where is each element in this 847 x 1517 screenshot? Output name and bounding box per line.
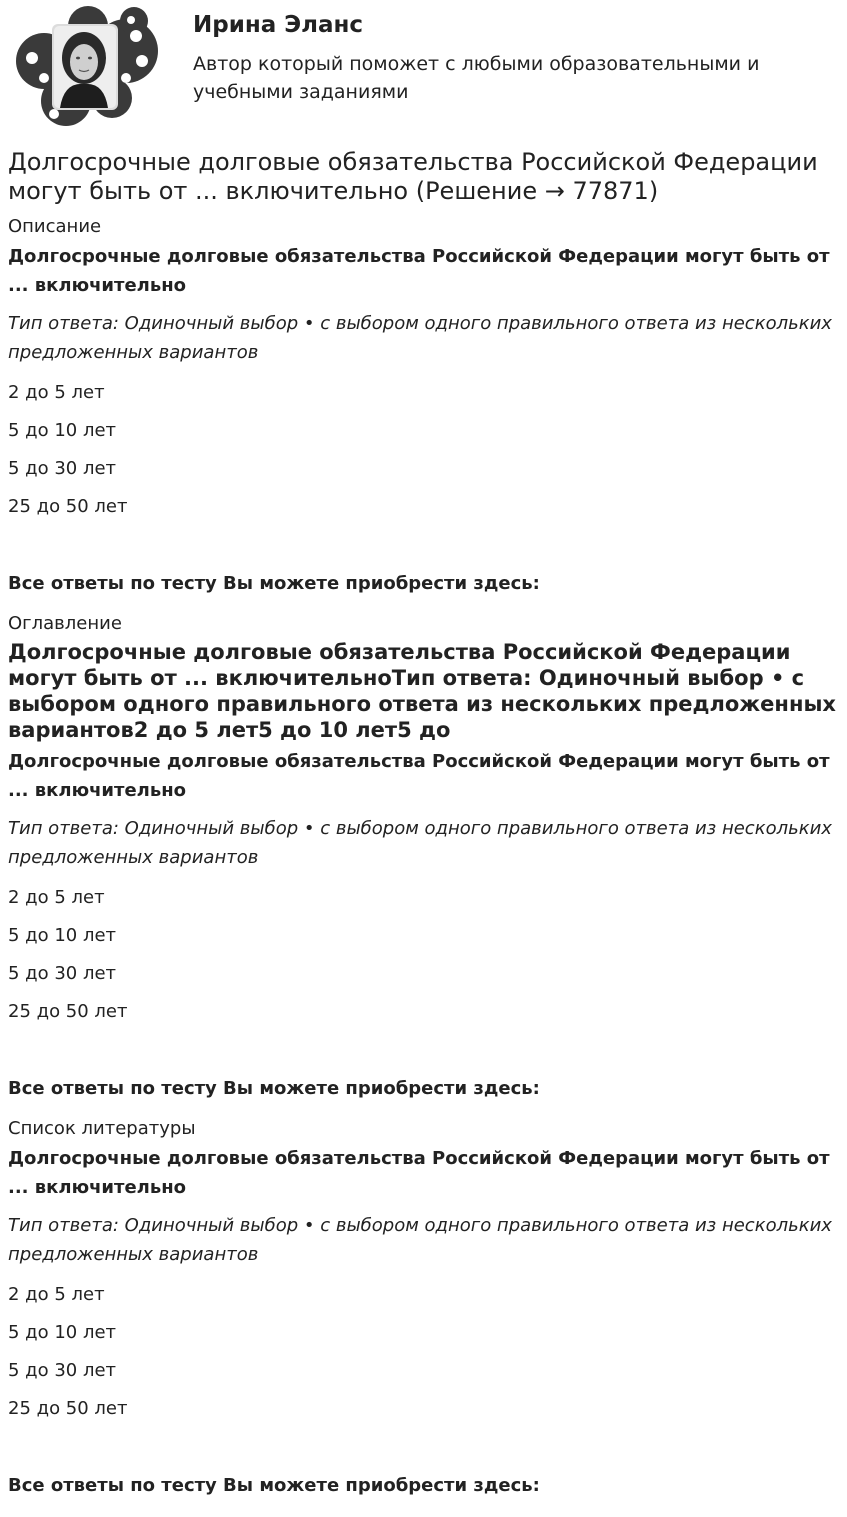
toc-heading: Долгосрочные долговые обязательства Российской Федерации могут быть от ... включительноТип ответа: Одиночный выбор • с выбором одного правильного ответа из нескольких предложенных вариантов2 до 5 лет5 до 10 лет5 до [8,640,836,742]
section-label-literature: Список литературы [8,1118,196,1139]
answer-option: 5 до 10 лет [8,1322,117,1343]
answer-option: 5 до 30 лет [8,963,117,984]
page-title: Долгосрочные долговые обязательства Российской Федерации могут быть от ... включительно (Решение → 77871) [8,148,818,205]
author-block [8,0,839,136]
answer-option: 25 до 50 лет [8,1001,128,1022]
answer-option: 2 до 5 лет [8,887,105,908]
buy-answers-text: Все ответы по тесту Вы можете приобрести здесь: [8,573,540,594]
question-title: Долгосрочные долговые обязательства Российской Федерации могут быть от ... включительно [8,1148,830,1198]
answer-option: 25 до 50 лет [8,496,128,517]
section-label-toc: Оглавление [8,613,122,634]
description-section [8,216,839,595]
answer-option: 5 до 30 лет [8,458,117,479]
answer-option: 2 до 5 лет [8,1284,105,1305]
author-name[interactable]: Ирина Эланс [193,12,364,38]
question-title: Долгосрочные долговые обязательства Российской Федерации могут быть от ... включительно [8,751,830,801]
question-title: Долгосрочные долговые обязательства Российской Федерации могут быть от ... включительно [8,246,830,296]
answer-option: 5 до 10 лет [8,925,117,946]
author-description: Автор который поможет с любыми образовательными и учебными заданиями [193,53,760,103]
author-avatar[interactable] [14,6,160,128]
answer-option: 2 до 5 лет [8,382,105,403]
answer-option: 5 до 10 лет [8,420,117,441]
literature-section [8,1118,839,1497]
section-label-description: Описание [8,216,102,237]
answer-option: 5 до 30 лет [8,1360,117,1381]
answer-type: Тип ответа: Одиночный выбор • с выбором одного правильного ответа из нескольких предложенных вариантов [8,818,832,868]
answer-type: Тип ответа: Одиночный выбор • с выбором одного правильного ответа из нескольких предложенных вариантов [8,313,832,363]
buy-answers-text: Все ответы по тесту Вы можете приобрести здесь: [8,1078,540,1099]
answer-type: Тип ответа: Одиночный выбор • с выбором одного правильного ответа из нескольких предложенных вариантов [8,1215,832,1265]
buy-answers-text: Все ответы по тесту Вы можете приобрести здесь: [8,1475,540,1496]
toc-section [8,613,839,1100]
answer-option: 25 до 50 лет [8,1398,128,1419]
